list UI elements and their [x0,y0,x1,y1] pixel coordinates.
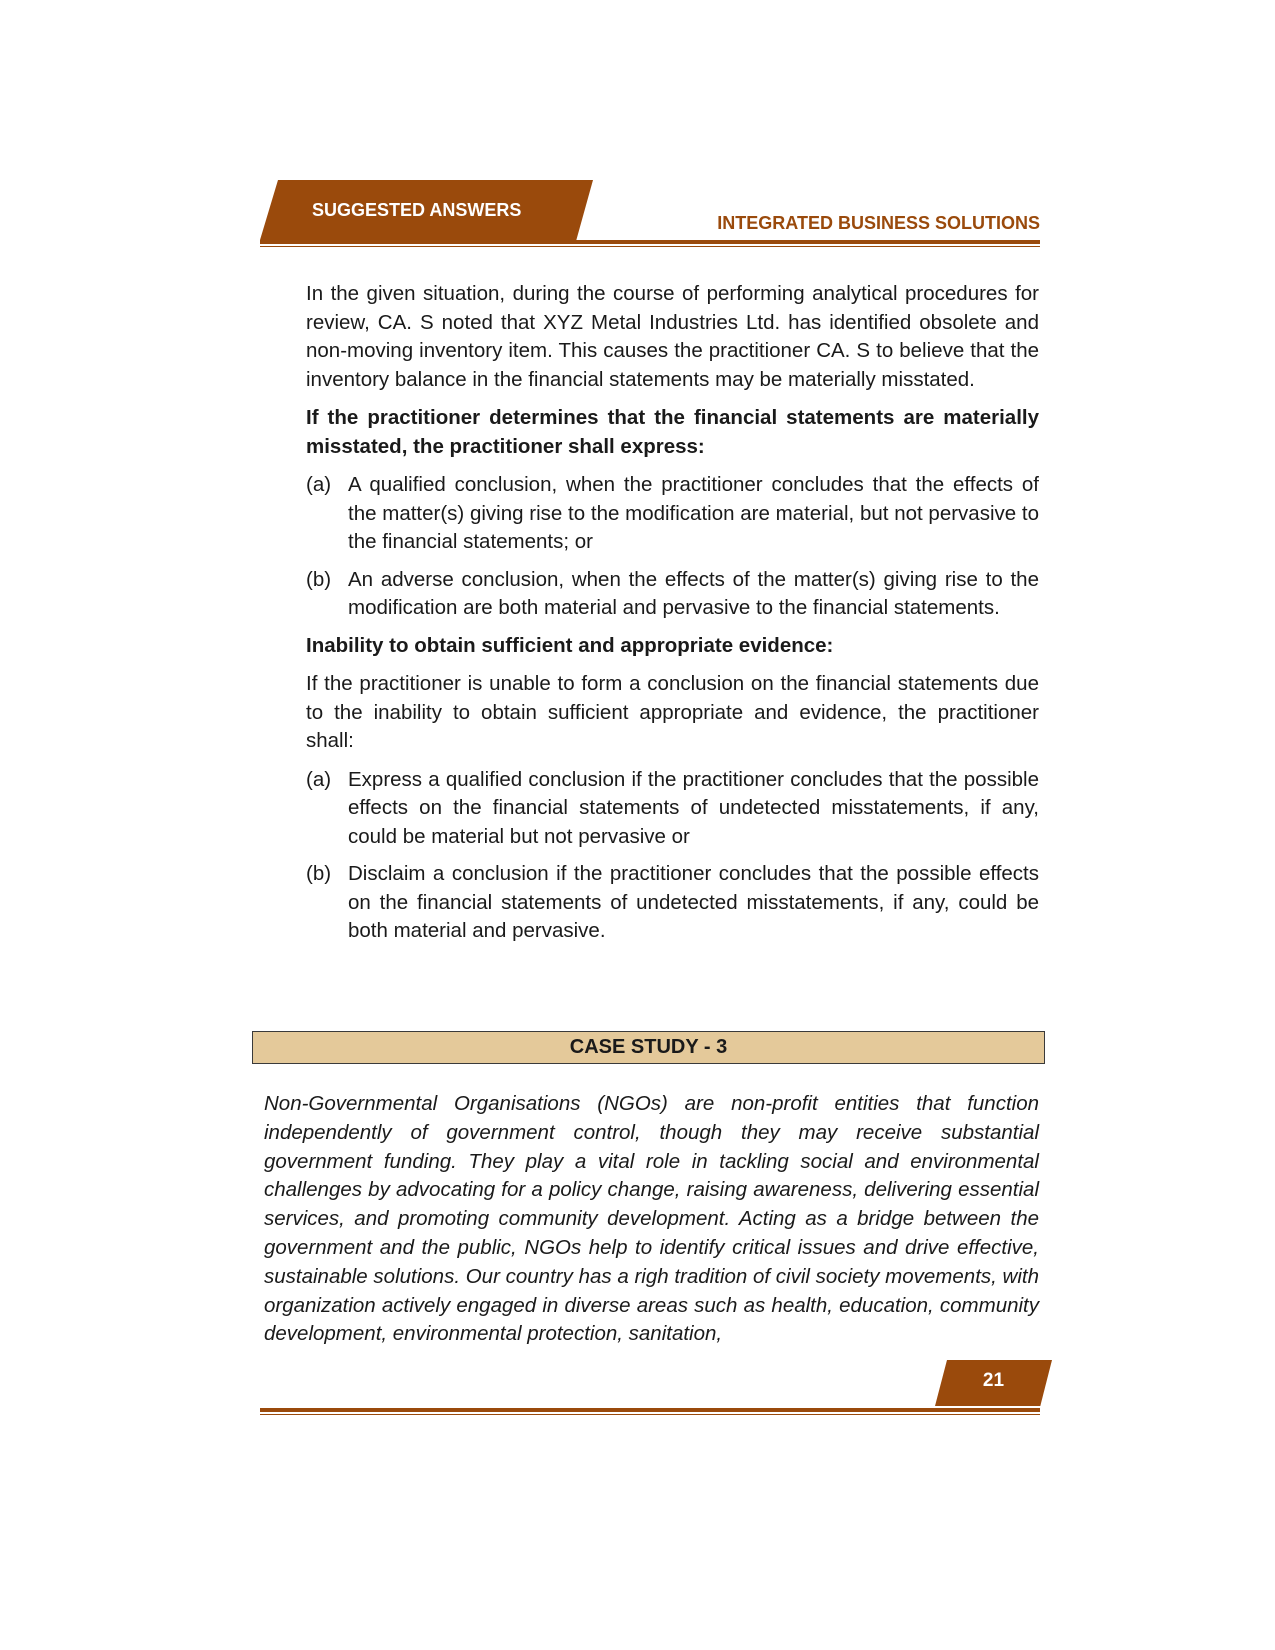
list-item-text: Disclaim a conclusion if the practitioner concludes that the possible effects on the financial statements of undetected misstatements, if any, could be both material and pervasive. [348,862,1039,942]
list-item-text: A qualified conclusion, when the practitioner concludes that the effects of the matter(s) giving rise to the modification are material, but not pervasive to the financial statements; or [348,473,1039,553]
case-study-title: CASE STUDY - 3 [252,1031,1045,1064]
list-item-label: (a) [306,767,332,791]
list-item-label: (b) [306,567,332,591]
list-item [306,766,1039,852]
list-item [306,471,1039,557]
list-item-label: (a) [306,473,332,496]
answer-body [306,280,1039,955]
footer-rule [260,1408,1040,1412]
intro-paragraph: In the given situation, during the course of performing analytical procedures for review, CA. S noted that XYZ Metal Industries Ltd. has identified obsolete and non-moving inventory item. This causes the practitioner CA. S to believe that the inventory balance in the financial statements may be materially misstated. [306,282,1039,391]
list-item-text: An adverse conclusion, when the effects of the matter(s) giving rise to the modification are both material and pervasive to the financial statements. [348,567,1039,619]
header-rule [260,240,1040,244]
list-item [306,566,1039,623]
footer-rule-thin [260,1414,1040,1415]
list-item-text: Express a qualified conclusion if the practitioner concludes that the possible effects on the financial statements of undetected misstatements, if any, could be material but not pervasive or [348,767,1039,848]
list-item [306,860,1039,946]
header-right-label: INTEGRATED BUSINESS SOLUTIONS [717,213,1040,233]
section1-heading: If the practitioner determines that the financial statements are materially misstated, the practitioner shall express: [306,406,1039,458]
page-number: 21 [982,1370,1005,1391]
case-study-text: Non-Governmental Organisations (NGOs) are non-profit entities that function independently of government control, though they may receive substantial government funding. They play a vital role in tackling social and environmental challenges by advocating for a policy change, raising awareness, delivering essential services, and promoting community development. Acting as a bridge between the government and the public, NGOs help to identify critical issues and drive effective, sustainable solutions. Our country has a righ tradition of civil society movements, with organization actively engaged in diverse areas such as health, education, community development, environmental protection, sanitation, [264,1092,1039,1346]
header-rule-thin [260,246,1040,247]
section2-paragraph: If the practitioner is unable to form a conclusion on the financial statements due to the inability to obtain sufficient appropriate and evidence, the practitioner shall: [306,672,1039,752]
header-left-label: SUGGESTED ANSWERS [312,200,522,220]
section2-heading: Inability to obtain sufficient and appropriate evidence: [306,633,834,657]
list-item-label: (b) [306,862,332,885]
